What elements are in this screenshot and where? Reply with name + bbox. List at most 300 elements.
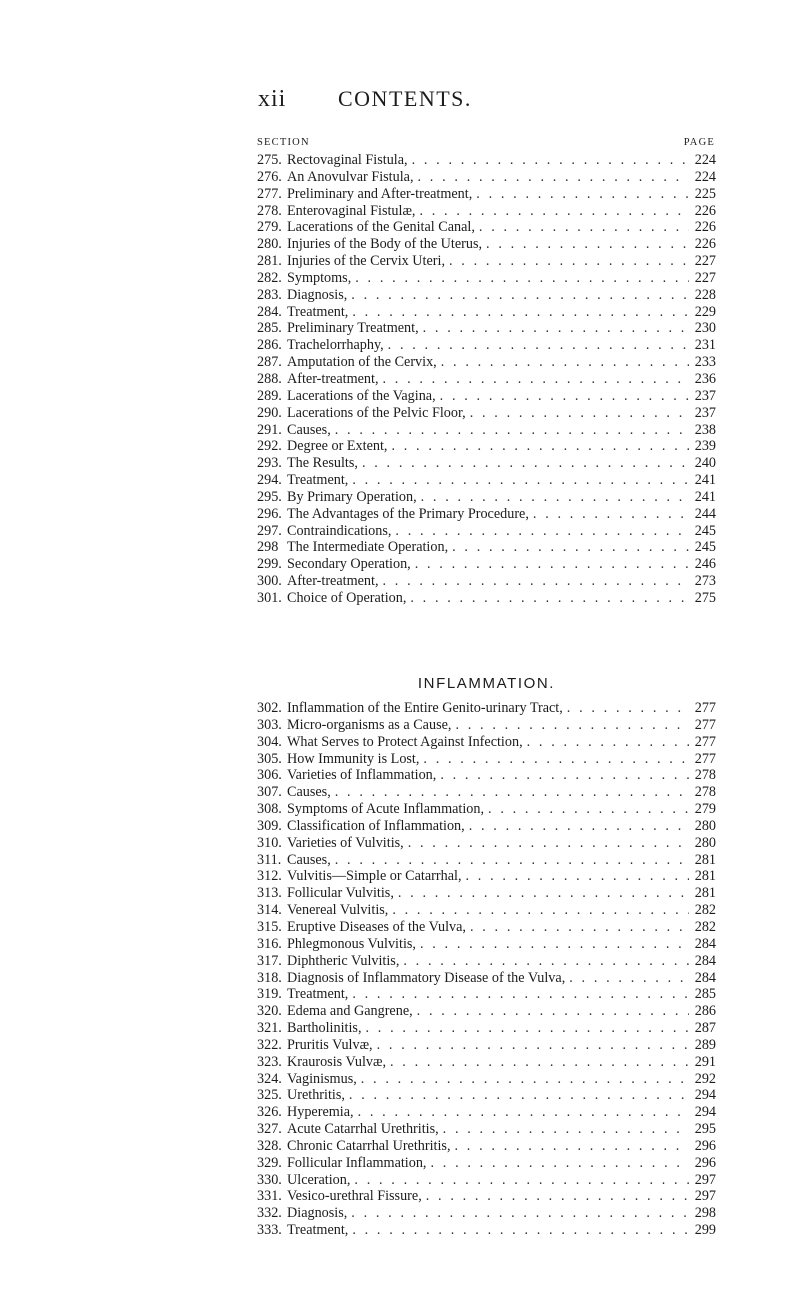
page-number: 245 — [694, 539, 716, 556]
toc-entry — [257, 270, 716, 287]
dot-leader — [486, 236, 689, 253]
section-number: 306. — [257, 767, 282, 784]
toc-entry — [257, 885, 716, 902]
entry-title: Degree or Extent, — [287, 438, 388, 455]
section-number: 291. — [257, 421, 282, 438]
page-number: 280 — [694, 834, 716, 851]
toc-entry — [257, 1003, 716, 1020]
page-number: 229 — [694, 303, 716, 320]
toc-entry — [257, 953, 716, 970]
page-number: 239 — [694, 438, 716, 455]
page-folio: xii — [258, 86, 287, 112]
dot-leader — [410, 590, 689, 607]
dot-leader — [392, 902, 689, 919]
entry-title: Diagnosis, — [287, 1205, 348, 1222]
toc-entry — [257, 556, 716, 573]
page-number: 294 — [694, 1104, 716, 1121]
entry-title: Phlegmonous Vulvitis, — [287, 935, 416, 952]
toc-entry — [257, 700, 716, 717]
page-number: 278 — [694, 784, 716, 801]
toc-entry — [257, 1172, 716, 1189]
page-number: 277 — [694, 750, 716, 767]
column-headers — [257, 137, 715, 151]
page-number: 284 — [694, 935, 716, 952]
section-number: 297. — [257, 522, 282, 539]
entry-title: Classification of Inflammation, — [287, 817, 465, 834]
dot-leader — [388, 337, 689, 354]
dot-leader — [441, 354, 689, 371]
section-number: 309. — [257, 817, 282, 834]
page-number: 287 — [694, 1020, 716, 1037]
section-number: 302. — [257, 700, 282, 716]
dot-leader — [352, 304, 689, 321]
entry-title: Diphtheric Vulvitis, — [287, 952, 400, 969]
entry-title: Inflammation of the Entire Genito-urinary Tract, — [287, 700, 563, 716]
entry-title: Preliminary Treatment, — [287, 320, 419, 337]
dot-leader — [418, 169, 689, 186]
toc-entry — [257, 236, 716, 253]
section-number: 292. — [257, 438, 282, 455]
dot-leader — [449, 253, 689, 270]
toc-entry — [257, 801, 716, 818]
entry-title: Causes, — [287, 851, 331, 868]
section-number: 300. — [257, 573, 282, 590]
entry-title: Diagnosis of Inflammatory Disease of the Vulva, — [287, 969, 566, 986]
toc-entry — [257, 1222, 716, 1239]
section-number: 304. — [257, 733, 282, 750]
dot-leader — [470, 405, 689, 422]
toc-entry — [257, 455, 716, 472]
section-number: 329. — [257, 1154, 282, 1171]
page-number: 277 — [694, 700, 716, 716]
section-number: 322. — [257, 1036, 282, 1053]
entry-title: Preliminary and After-treatment, — [287, 185, 473, 202]
section-number: 295. — [257, 488, 282, 505]
entry-title: Follicular Inflammation, — [287, 1154, 427, 1171]
dot-leader — [440, 767, 689, 784]
toc-entry — [257, 767, 716, 784]
entry-title: Follicular Vulvitis, — [287, 885, 394, 902]
toc-entry — [257, 868, 716, 885]
toc-entry — [257, 818, 716, 835]
dot-leader — [488, 801, 689, 818]
section-number: 305. — [257, 750, 282, 767]
dot-leader — [469, 818, 689, 835]
dot-leader — [412, 152, 689, 169]
entry-title: After-treatment, — [287, 370, 379, 387]
toc-entry — [257, 1071, 716, 1088]
section-number: 290. — [257, 404, 282, 421]
section-number: 283. — [257, 286, 282, 303]
section-number: 316. — [257, 935, 282, 952]
dot-leader — [569, 970, 689, 987]
toc-entry — [257, 1037, 716, 1054]
toc-entry — [257, 152, 716, 169]
toc-entry — [257, 590, 716, 607]
dot-leader — [361, 1071, 689, 1088]
entry-title: Urethritis, — [287, 1087, 345, 1104]
toc-entry — [257, 835, 716, 852]
dot-leader — [476, 186, 689, 203]
dot-leader — [455, 1138, 689, 1155]
toc-entry — [257, 354, 716, 371]
section-number: 333. — [257, 1222, 282, 1239]
page-number: 277 — [694, 716, 716, 733]
dot-leader — [466, 868, 690, 885]
section-number: 315. — [257, 918, 282, 935]
toc-entry — [257, 304, 716, 321]
toc-entry — [257, 751, 716, 768]
entry-title: Treatment, — [287, 472, 349, 489]
entry-title: Vulvitis—Simple or Catarrhal, — [287, 868, 462, 885]
page-number: 296 — [694, 1137, 716, 1154]
section-column-header: SECTION — [257, 137, 310, 148]
toc-entry — [257, 472, 716, 489]
section-number: 289. — [257, 387, 282, 404]
dot-leader — [358, 1104, 689, 1121]
dot-leader — [423, 320, 689, 337]
dot-leader — [403, 953, 689, 970]
section-number: 313. — [257, 885, 282, 902]
dot-leader — [354, 1172, 689, 1189]
section-number: 284. — [257, 303, 282, 320]
entry-title: The Advantages of the Primary Procedure, — [287, 505, 529, 522]
toc-entry — [257, 337, 716, 354]
section-number: 301. — [257, 589, 282, 606]
dot-leader — [417, 1003, 689, 1020]
page-number: 282 — [694, 902, 716, 919]
dot-leader — [383, 573, 690, 590]
entry-title: Hyperemia, — [287, 1104, 354, 1121]
dot-leader — [426, 1188, 689, 1205]
page-number: 284 — [694, 952, 716, 969]
page-number: 237 — [694, 404, 716, 421]
toc-entry — [257, 852, 716, 869]
section-number: 293. — [257, 455, 282, 472]
entry-title: Diagnosis, — [287, 286, 348, 303]
dot-leader — [398, 885, 689, 902]
page-number: 291 — [694, 1053, 716, 1070]
page-number: 231 — [694, 337, 716, 354]
toc-entry — [257, 253, 716, 270]
section-number: 299. — [257, 556, 282, 573]
page-number: 295 — [694, 1121, 716, 1138]
toc-entry — [257, 320, 716, 337]
entry-title: An Anovulvar Fistula, — [287, 168, 414, 185]
toc-entry — [257, 1087, 716, 1104]
section-number: 303. — [257, 716, 282, 733]
section-number: 332. — [257, 1205, 282, 1222]
page-number: 277 — [694, 733, 716, 750]
section-number: 281. — [257, 253, 282, 270]
dot-leader — [352, 986, 689, 1003]
section-number: 286. — [257, 337, 282, 354]
toc-entry — [257, 405, 716, 422]
section-number: 279. — [257, 219, 282, 236]
section-number: 330. — [257, 1171, 282, 1188]
toc-entry — [257, 1121, 716, 1138]
section-number: 280. — [257, 236, 282, 253]
dot-leader — [362, 455, 689, 472]
dot-leader — [335, 422, 689, 439]
dot-leader — [352, 472, 689, 489]
dot-leader — [395, 523, 689, 540]
toc-entry — [257, 506, 716, 523]
section-number: 276. — [257, 168, 282, 185]
section-number: 312. — [257, 868, 282, 885]
toc-entry — [257, 1205, 716, 1222]
entry-title: Edema and Gangrene, — [287, 1003, 413, 1020]
page-number: 292 — [694, 1070, 716, 1087]
section-number: 323. — [257, 1053, 282, 1070]
page-number: 240 — [694, 455, 716, 472]
section-number: 275. — [257, 152, 282, 168]
section-number: 285. — [257, 320, 282, 337]
section-heading: INFLAMMATION. — [417, 675, 556, 692]
entry-title: Causes, — [287, 784, 331, 801]
page-column-header: PAGE — [683, 137, 715, 148]
page-title: CONTENTS. — [338, 86, 472, 111]
page-number: 297 — [694, 1188, 716, 1205]
page-number: 246 — [694, 556, 716, 573]
toc-list-part-b — [257, 700, 716, 1239]
toc-entry — [257, 1155, 716, 1172]
entry-title: The Intermediate Operation, — [287, 539, 449, 556]
entry-title: Secondary Operation, — [287, 556, 411, 573]
entry-title: Symptoms of Acute Inflammation, — [287, 801, 485, 818]
page-number: 227 — [694, 269, 716, 286]
section-number: 328. — [257, 1137, 282, 1154]
entry-title: Bartholinitis, — [287, 1020, 362, 1037]
entry-title: Vesico-urethral Fissure, — [287, 1188, 422, 1205]
page-number: 241 — [694, 472, 716, 489]
page-number: 226 — [694, 236, 716, 253]
entry-title: Enterovaginal Fistulæ, — [287, 202, 416, 219]
page-number: 228 — [694, 286, 716, 303]
page-number: 294 — [694, 1087, 716, 1104]
page-number: 226 — [694, 219, 716, 236]
section-number: 288. — [257, 370, 282, 387]
entry-title: Ulceration, — [287, 1171, 351, 1188]
entry-title: After-treatment, — [287, 573, 379, 590]
entry-title: Injuries of the Cervix Uteri, — [287, 253, 445, 270]
toc-entry — [257, 970, 716, 987]
page-number: 284 — [694, 969, 716, 986]
page-number: 227 — [694, 253, 716, 270]
dot-leader — [423, 751, 689, 768]
dot-leader — [470, 919, 689, 936]
entry-title: Eruptive Diseases of the Vulva, — [287, 918, 466, 935]
dot-leader — [352, 1222, 689, 1239]
entry-title: Rectovaginal Fistula, — [287, 152, 408, 168]
entry-title: Kraurosis Vulvæ, — [287, 1053, 386, 1070]
toc-entry — [257, 219, 716, 236]
running-head — [258, 86, 714, 116]
page-number: 279 — [694, 801, 716, 818]
page-number: 281 — [694, 885, 716, 902]
section-number: 308. — [257, 801, 282, 818]
section-number: 287. — [257, 354, 282, 371]
section-number: 326. — [257, 1104, 282, 1121]
page-number: 280 — [694, 817, 716, 834]
page-number: 275 — [694, 589, 716, 606]
section-number: 296. — [257, 505, 282, 522]
entry-title: Varieties of Vulvitis, — [287, 834, 404, 851]
toc-entry — [257, 371, 716, 388]
entry-title: Acute Catarrhal Urethritis, — [287, 1121, 439, 1138]
entry-title: Pruritis Vulvæ, — [287, 1036, 373, 1053]
page-number: 286 — [694, 1003, 716, 1020]
toc-entry — [257, 203, 716, 220]
entry-title: Lacerations of the Genital Canal, — [287, 219, 475, 236]
section-number: 325. — [257, 1087, 282, 1104]
section-number: 298 — [257, 539, 279, 556]
toc-list-part-a — [257, 152, 716, 607]
section-number: 282. — [257, 269, 282, 286]
page-number: 273 — [694, 573, 716, 590]
toc-entry — [257, 986, 716, 1003]
entry-title: Lacerations of the Vagina, — [287, 387, 436, 404]
section-number: 277. — [257, 185, 282, 202]
entry-title: What Serves to Protect Against Infection, — [287, 733, 523, 750]
page-number: 282 — [694, 918, 716, 935]
entry-title: Causes, — [287, 421, 331, 438]
dot-leader — [415, 556, 689, 573]
section-number: 324. — [257, 1070, 282, 1087]
toc-entry — [257, 539, 716, 556]
section-number: 320. — [257, 1003, 282, 1020]
entry-title: The Results, — [287, 455, 358, 472]
page-number: 244 — [694, 505, 716, 522]
entry-title: Treatment, — [287, 986, 349, 1003]
toc-entry — [257, 734, 716, 751]
dot-leader — [527, 734, 689, 751]
entry-title: Trachelorrhaphy, — [287, 337, 384, 354]
entry-title: By Primary Operation, — [287, 488, 417, 505]
dot-leader — [365, 1020, 689, 1037]
dot-leader — [391, 438, 689, 455]
section-number: 278. — [257, 202, 282, 219]
dot-leader — [443, 1121, 689, 1138]
toc-entry — [257, 1054, 716, 1071]
section-number: 319. — [257, 986, 282, 1003]
entry-title: Treatment, — [287, 1222, 349, 1239]
toc-entry — [257, 573, 716, 590]
page-number: 281 — [694, 868, 716, 885]
dot-leader — [355, 270, 689, 287]
toc-entry — [257, 1138, 716, 1155]
page-number: 281 — [694, 851, 716, 868]
entry-title: Symptoms, — [287, 269, 352, 286]
entry-title: Venereal Vulvitis, — [287, 902, 389, 919]
dot-leader — [421, 489, 689, 506]
dot-leader — [479, 219, 689, 236]
dot-leader — [455, 717, 689, 734]
toc-entry — [257, 1104, 716, 1121]
page-number: 224 — [694, 168, 716, 185]
dot-leader — [419, 203, 689, 220]
section-number: 307. — [257, 784, 282, 801]
entry-title: How Immunity is Lost, — [287, 750, 420, 767]
entry-title: Chronic Catarrhal Urethritis, — [287, 1137, 451, 1154]
page-number: 224 — [694, 152, 716, 168]
section-number: 311. — [257, 851, 282, 868]
page-number: 225 — [694, 185, 716, 202]
page-number: 238 — [694, 421, 716, 438]
section-number: 314. — [257, 902, 282, 919]
entry-title: Lacerations of the Pelvic Floor, — [287, 404, 466, 421]
page-number: 241 — [694, 488, 716, 505]
toc-entry — [257, 287, 716, 304]
section-number: 331. — [257, 1188, 282, 1205]
page-number: 289 — [694, 1036, 716, 1053]
page-number: 285 — [694, 986, 716, 1003]
page-number: 233 — [694, 354, 716, 371]
section-number: 310. — [257, 834, 282, 851]
toc-entry — [257, 936, 716, 953]
page-number: 236 — [694, 370, 716, 387]
toc-entry — [257, 1188, 716, 1205]
section-number: 294. — [257, 472, 282, 489]
toc-entry — [257, 438, 716, 455]
toc-entry — [257, 523, 716, 540]
entry-title: Micro-organisms as a Cause, — [287, 716, 452, 733]
dot-leader — [390, 1054, 689, 1071]
page-number: 230 — [694, 320, 716, 337]
page-number: 278 — [694, 767, 716, 784]
section-number: 317. — [257, 952, 282, 969]
dot-leader — [567, 700, 689, 717]
toc-entry — [257, 717, 716, 734]
toc-entry — [257, 902, 716, 919]
toc-entry — [257, 919, 716, 936]
entry-title: Amputation of the Cervix, — [287, 354, 437, 371]
toc-entry — [257, 169, 716, 186]
dot-leader — [335, 784, 689, 801]
page-number: 298 — [694, 1205, 716, 1222]
dot-leader — [452, 539, 689, 556]
page-number: 226 — [694, 202, 716, 219]
toc-entry — [257, 388, 716, 405]
entry-title: Contraindications, — [287, 522, 392, 539]
entry-title: Injuries of the Body of the Uterus, — [287, 236, 483, 253]
section-number: 318. — [257, 969, 282, 986]
section-number: 327. — [257, 1121, 282, 1138]
dot-leader — [349, 1087, 689, 1104]
dot-leader — [351, 1205, 689, 1222]
toc-entry — [257, 422, 716, 439]
dot-leader — [383, 371, 690, 388]
page-number: 296 — [694, 1154, 716, 1171]
toc-entry — [257, 489, 716, 506]
dot-leader — [420, 936, 689, 953]
page-number: 245 — [694, 522, 716, 539]
dot-leader — [351, 287, 689, 304]
section-number: 321. — [257, 1020, 282, 1037]
entry-title: Vaginismus, — [287, 1070, 357, 1087]
entry-title: Choice of Operation, — [287, 589, 407, 606]
page-number: 237 — [694, 387, 716, 404]
dot-leader — [430, 1155, 689, 1172]
dot-leader — [440, 388, 689, 405]
page-number: 297 — [694, 1171, 716, 1188]
toc-entry — [257, 784, 716, 801]
toc-entry — [257, 186, 716, 203]
toc-entry — [257, 1020, 716, 1037]
entry-title: Varieties of Inflammation, — [287, 767, 437, 784]
entry-title: Treatment, — [287, 303, 349, 320]
dot-leader — [335, 852, 689, 869]
